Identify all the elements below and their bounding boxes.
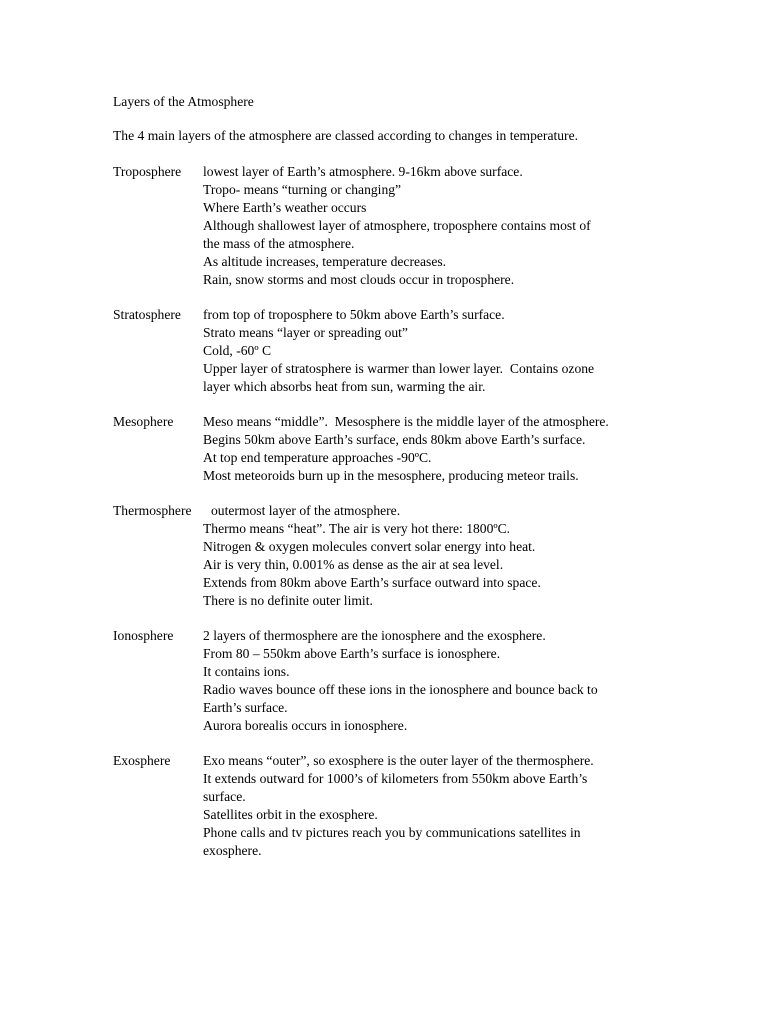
section-line: Extends from 80km above Earth’s surface outward into space.: [203, 575, 541, 590]
section-line: Where Earth’s weather occurs: [203, 200, 367, 215]
document-intro: The 4 main layers of the atmosphere are classed according to changes in temperature.: [113, 128, 579, 143]
section-lines: [113, 502, 713, 610]
section-term: Troposphere: [113, 164, 182, 179]
section-line: Satellites orbit in the exosphere.: [203, 807, 378, 822]
section-line: Rain, snow storms and most clouds occur in troposphere.: [203, 272, 515, 287]
section-line: 2 layers of thermosphere are the ionosphere and the exosphere.: [203, 628, 546, 643]
section-lines: [113, 163, 713, 289]
section-line: From 80 – 550km above Earth’s surface is ionosphere.: [203, 646, 501, 661]
section-line: It contains ions.: [203, 664, 290, 679]
section-line: Earth’s surface.: [203, 700, 288, 715]
section-term: Stratosphere: [113, 307, 181, 322]
section-line: Nitrogen & oxygen molecules convert solar energy into heat.: [203, 539, 536, 554]
section-line: Aurora borealis occurs in ionosphere.: [203, 718, 408, 733]
layer-sections: [113, 163, 713, 860]
section-term: Mesophere: [113, 414, 174, 429]
section-line: surface.: [203, 789, 246, 804]
section-line: Although shallowest layer of atmosphere, troposphere contains most of: [203, 218, 591, 233]
document-title: Layers of the Atmosphere: [113, 94, 254, 109]
section-line: Meso means “middle”. Mesosphere is the middle layer of the atmosphere.: [203, 414, 609, 429]
section-line: Radio waves bounce off these ions in the ionosphere and bounce back to: [203, 682, 598, 697]
section-line: Tropo- means “turning or changing”: [203, 182, 402, 197]
section-line: It extends outward for 1000’s of kilometers from 550km above Earth’s: [203, 771, 588, 786]
section-lines: [113, 752, 713, 860]
section-lines: [113, 306, 713, 396]
section-line: At top end temperature approaches -90ºC.: [203, 450, 432, 465]
section-line: Upper layer of stratosphere is warmer than lower layer. Contains ozone: [203, 361, 595, 376]
section-ionosphere: [113, 627, 713, 735]
section-line: There is no definite outer limit.: [203, 593, 373, 608]
section-term: Thermosphere: [113, 503, 192, 518]
section-line: layer which absorbs heat from sun, warming the air.: [203, 379, 486, 394]
section-stratosphere: [113, 306, 713, 396]
section-lines: [113, 627, 713, 735]
section-line: lowest layer of Earth’s atmosphere. 9-16km above surface.: [203, 164, 523, 179]
section-line: exosphere.: [203, 843, 262, 858]
section-exosphere: [113, 752, 713, 860]
section-line: Strato means “layer or spreading out”: [203, 325, 408, 340]
section-thermosphere: [113, 502, 713, 610]
section-line: Thermo means “heat”. The air is very hot there: 1800ºC.: [203, 521, 511, 536]
section-line: from top of troposphere to 50km above Earth’s surface.: [203, 307, 505, 322]
section-line: Begins 50km above Earth’s surface, ends 80km above Earth’s surface.: [203, 432, 586, 447]
section-line: outermost layer of the atmosphere.: [211, 503, 401, 518]
section-line: Exo means “outer”, so exosphere is the outer layer of the thermosphere.: [203, 753, 594, 768]
document-page: [113, 93, 713, 877]
section-line: Air is very thin, 0.001% as dense as the air at sea level.: [203, 557, 504, 572]
section-line: the mass of the atmosphere.: [203, 236, 355, 251]
section-mesosphere: [113, 413, 713, 485]
section-line: Phone calls and tv pictures reach you by communications satellites in: [203, 825, 581, 840]
section-line: As altitude increases, temperature decreases.: [203, 254, 447, 269]
section-term: Exosphere: [113, 753, 171, 768]
section-term: Ionosphere: [113, 628, 174, 643]
section-line: Most meteoroids burn up in the mesosphere, producing meteor trails.: [203, 468, 579, 483]
section-line: Cold, -60º C: [203, 343, 272, 358]
section-troposphere: [113, 163, 713, 289]
section-lines: [113, 413, 713, 485]
